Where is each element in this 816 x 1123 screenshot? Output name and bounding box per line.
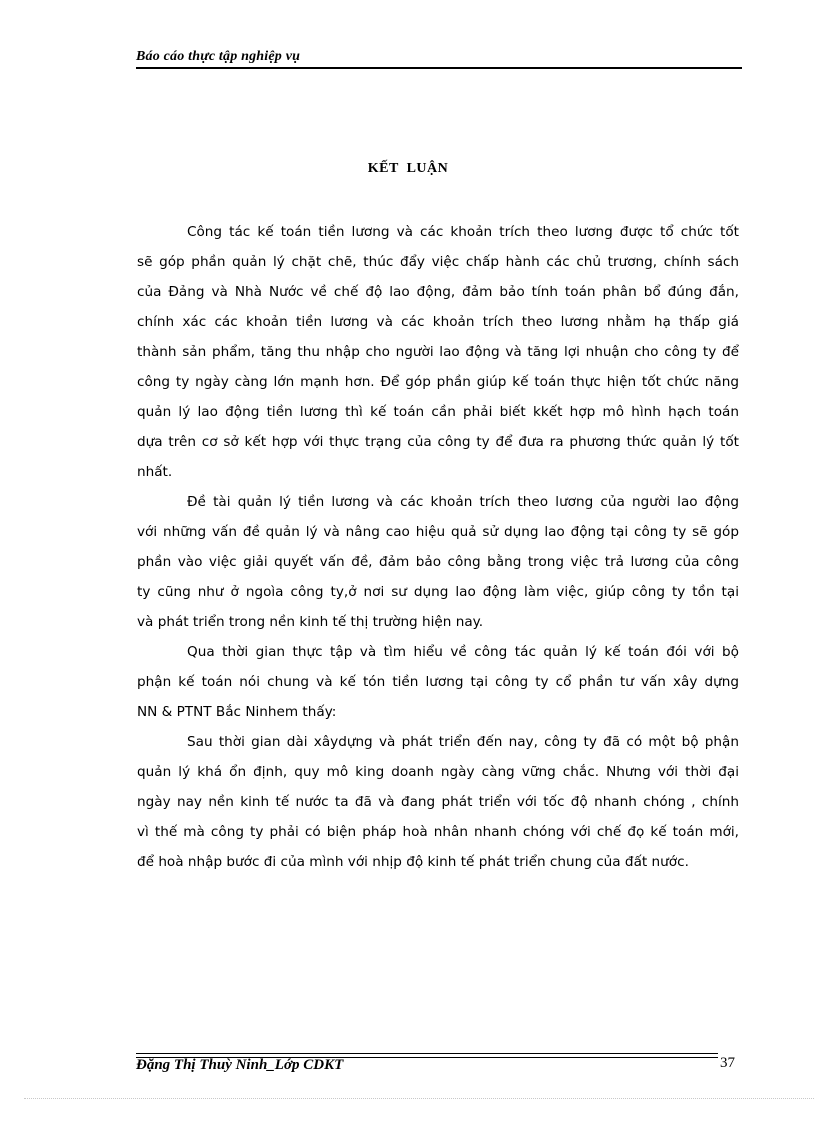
paragraph-2 [137,490,739,640]
paragraph-line: của Đảng và Nhà Nước về chế độ lao động, đảm bảo tính toán phân bổ đúng đắn, [137,284,739,300]
paragraph-line: dựa trên cơ sở kết hợp với thực trạng của công ty để đưa ra phương thức quản lý tốt [137,434,739,450]
paragraph-line: quản lý lao động tiền lương thì kế toán cần phải biết kkết hợp mô hình hạch toán [137,404,739,420]
paragraph-line: Đề tài quản lý tiền lương và các khoản trích theo lương của người lao động [187,494,739,510]
paragraph-line: chính xác các khoản tiền lương và các khoản trích theo lương nhằm hạ thấp giá [137,314,739,330]
header-title: Báo cáo thực tập nghiệp vụ [136,49,301,64]
paragraph-line: thành sản phẩm, tăng thu nhập cho người lao động và tăng lợi nhuận cho công ty để [137,344,739,360]
paragraph-line: ngày nay nền kinh tế nước ta đã và đang phát triển với tốc độ nhanh chóng , chính [137,794,739,810]
paragraph-line: với những vấn đề quản lý và nâng cao hiệu quả sử dụng lao động tại công ty sẽ góp [137,524,739,540]
paragraph-4 [137,730,739,880]
paragraph-line: phần vào việc giải quyết vấn đề, đảm bảo công bằng trong việc trả lương của công [137,554,739,570]
paragraph-1 [137,220,739,490]
paragraph-line: sẽ góp phần quản lý chặt chẽ, thúc đẩy việc chấp hành các chủ trương, chính sách [137,254,739,270]
page-bottom-dotted-line [24,1098,814,1099]
paragraph-line: phận kế toán nói chung và kế tón tiền lương tại công ty cổ phần tư vấn xây dựng [137,674,739,690]
paragraph-line: công ty ngày càng lớn mạnh hơn. Để góp phần giúp kế toán thực hiện tốt chức năng [137,374,739,390]
paragraph-line: nhất. [137,464,173,480]
page-number: 37 [720,1055,735,1071]
body-text [137,220,739,880]
paragraph-line: và phát triển trong nền kinh tế thị trường hiện nay. [137,614,484,630]
paragraph-line: Sau thời gian dài xâydựng và phát triển đến nay, công ty đã có một bộ phận [187,734,739,750]
paragraph-line: Qua thời gian thực tập và tìm hiểu về công tác quản lý kế toán đói với bộ [187,644,739,660]
page-heading: KẾT LUẬN [367,161,449,176]
footer-author: Đặng Thị Thuỳ Ninh_Lớp CDKT [136,1057,344,1073]
paragraph-line: để hoà nhập bước đi của mình với nhịp độ kinh tế phát triển chung của đất nước. [137,854,689,870]
paragraph-line: vì thế mà công ty phải có biện pháp hoà nhân nhanh chóng với chế đọ kế toán mới, [137,824,739,840]
header-rule [136,67,742,69]
paragraph-line: NN & PTNT Bắc Ninhem thấy: [137,704,337,720]
paragraph-line: ty cũng như ở ngoìa công ty,ở nơi sư dụng lao động làm việc, giúp công ty tồn tại [137,584,739,600]
paragraph-line: quản lý khá ổn định, quy mô king doanh ngày càng vững chắc. Nhưng với thời đại [137,764,739,780]
paragraph-line: Công tác kế toán tiền lương và các khoản trích theo lương được tổ chức tốt [187,224,739,240]
paragraph-3 [137,640,739,730]
